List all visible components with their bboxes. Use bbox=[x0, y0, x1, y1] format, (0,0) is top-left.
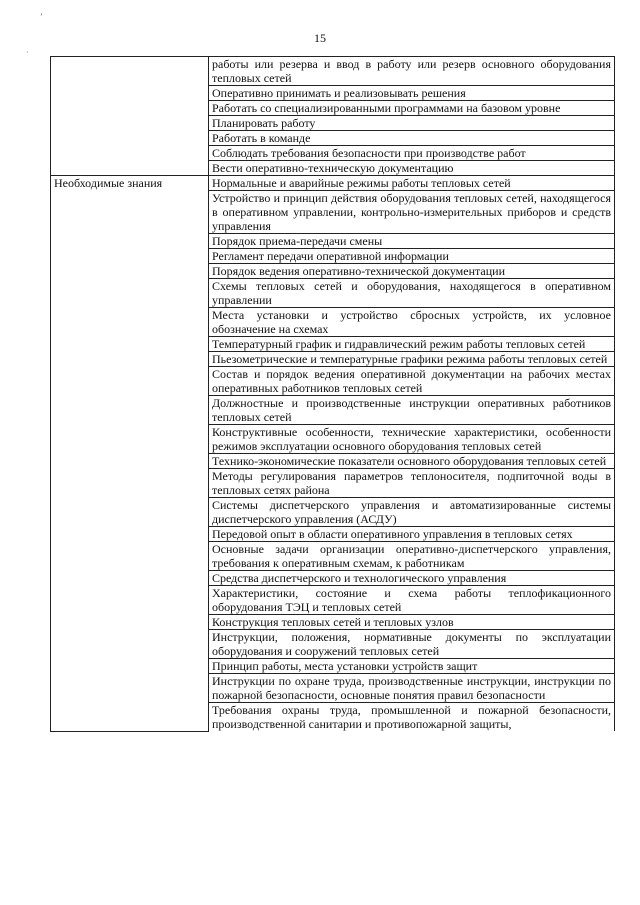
table-cell-item: Порядок приема-передачи смены bbox=[209, 234, 615, 249]
section-label-cell: Необходимые знания bbox=[51, 176, 209, 732]
table-cell-item: Принцип работы, места установки устройств защит bbox=[209, 659, 615, 674]
page-number: 15 bbox=[314, 31, 326, 45]
table-cell-item: Требования охраны труда, промышленной и пожарной безопасности, производственной санитарии и противопожарной защиты, bbox=[209, 703, 615, 732]
table-cell-item: Вести оперативно-техническую документацию bbox=[209, 161, 615, 176]
table-cell-item: работы или резерва и ввод в работу или резерв основного оборудования тепловых сетей bbox=[209, 57, 615, 86]
table-cell-item: Устройство и принцип действия оборудования тепловых сетей, находящегося в оперативном управлении, контрольно-измерительных приборов и средств управления bbox=[209, 191, 615, 234]
competency-table bbox=[50, 56, 615, 732]
table-cell-item: Системы диспетчерского управления и автоматизированные системы диспетчерского управления (АСДУ) bbox=[209, 498, 615, 527]
table-body bbox=[51, 57, 615, 732]
table-cell-item: Средства диспетчерского и технологического управления bbox=[209, 571, 615, 586]
table-cell-item: Инструкции по охране труда, производственные инструкции, инструкции по пожарной безопасности, основные понятия правил безопасности bbox=[209, 674, 615, 703]
table-cell-item: Работать в команде bbox=[209, 131, 615, 146]
table-cell-item: Температурный график и гидравлический режим работы тепловых сетей bbox=[209, 337, 615, 352]
table-cell-item: Соблюдать требования безопасности при производстве работ bbox=[209, 146, 615, 161]
table-cell-item: Инструкции, положения, нормативные документы по эксплуатации оборудования и сооружений тепловых сетей bbox=[209, 630, 615, 659]
table-cell-item: Конструктивные особенности, технические характеристики, особенности режимов эксплуатации основного оборудования тепловых сетей bbox=[209, 425, 615, 454]
table-cell-item: Основные задачи организации оперативно-диспетчерского управления, требования к оперативным схемам, к работникам bbox=[209, 542, 615, 571]
table-cell-item: Пьезометрические и температурные графики режима работы тепловых сетей bbox=[209, 352, 615, 367]
table-cell-item: Должностные и производственные инструкции оперативных работников тепловых сетей bbox=[209, 396, 615, 425]
table-cell-item: Технико-экономические показатели основного оборудования тепловых сетей bbox=[209, 454, 615, 469]
table-cell-item: Конструкция тепловых сетей и тепловых узлов bbox=[209, 615, 615, 630]
table-cell-item: Состав и порядок ведения оперативной документации на рабочих местах оперативных работников тепловых сетей bbox=[209, 367, 615, 396]
table-cell-item: Нормальные и аварийные режимы работы тепловых сетей bbox=[209, 176, 615, 191]
table-row bbox=[51, 176, 615, 191]
scan-mark: ’ bbox=[40, 12, 43, 21]
table-cell-item: Регламент передачи оперативной информации bbox=[209, 249, 615, 264]
table-row bbox=[51, 57, 615, 86]
table-cell-item: Планировать работу bbox=[209, 116, 615, 131]
table-cell-item: Места установки и устройство сбросных устройств, их условное обозначение на схемах bbox=[209, 308, 615, 337]
table-cell-item: Методы регулирования параметров теплоносителя, подпиточной воды в тепловых сетях района bbox=[209, 469, 615, 498]
table-cell-item: Передовой опыт в области оперативного управления в тепловых сетях bbox=[209, 527, 615, 542]
table-cell-item: Оперативно принимать и реализовывать решения bbox=[209, 86, 615, 101]
table-cell-item: Порядок ведения оперативно-технической документации bbox=[209, 264, 615, 279]
table-cell-item: Схемы тепловых сетей и оборудования, находящегося в оперативном управлении bbox=[209, 279, 615, 308]
section-label-cell bbox=[51, 57, 209, 176]
scan-mark: · bbox=[26, 48, 29, 57]
table-cell-item: Работать со специализированными программами на базовом уровне bbox=[209, 101, 615, 116]
table-cell-item: Характеристики, состояние и схема работы теплофикационного оборудования ТЭЦ и тепловых сетей bbox=[209, 586, 615, 615]
